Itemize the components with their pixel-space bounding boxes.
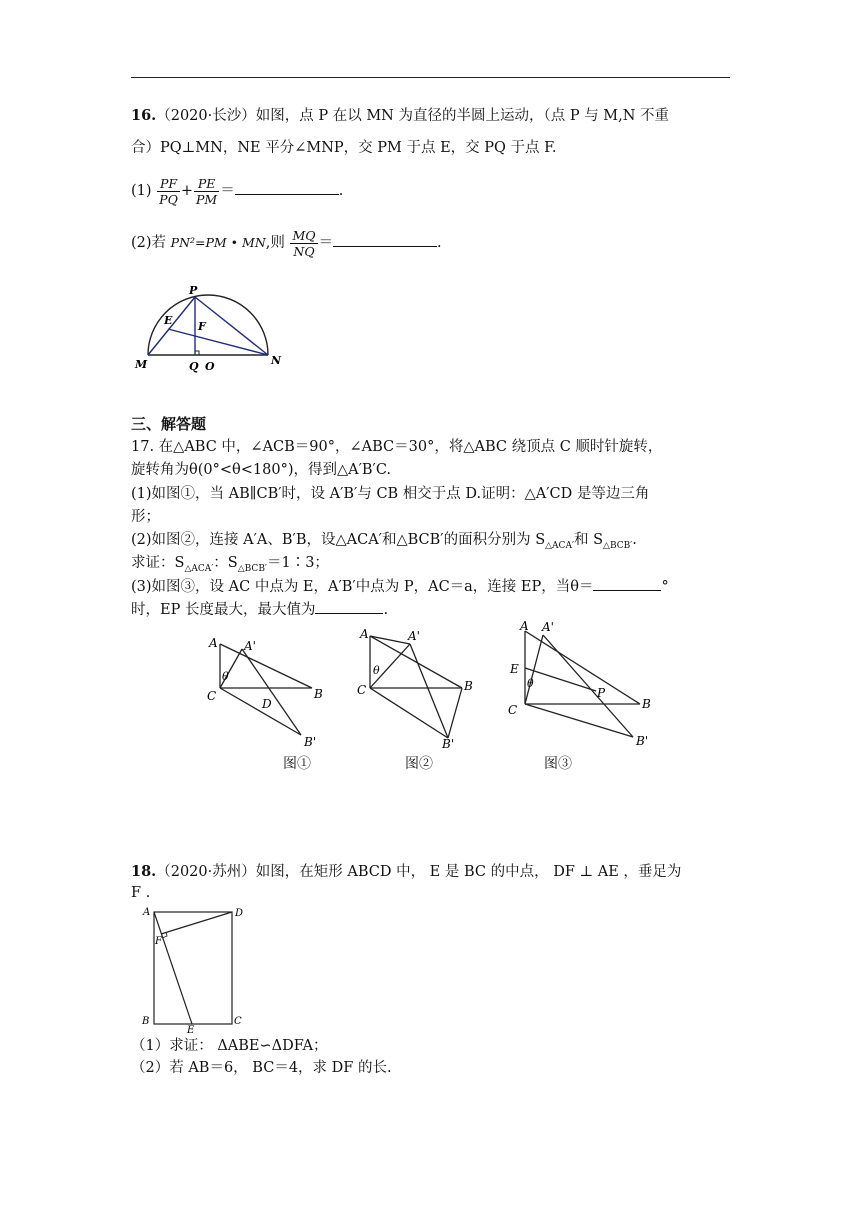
- label-b-prime: B': [636, 734, 649, 748]
- q16-condition: PN²=PM • MN: [170, 235, 266, 250]
- q17-line6: [131, 553, 329, 579]
- period: .: [383, 602, 389, 618]
- frac-numerator: PF: [157, 176, 180, 192]
- q16-part2-label: (2)若: [131, 235, 167, 251]
- label-p: P: [597, 686, 606, 700]
- label-b: B: [142, 1016, 150, 1027]
- q16-line2: 合）PQ⊥MN，NE 平分∠MNP，交 PM 于点 E，交 PQ 于点 F.: [131, 140, 557, 156]
- q16-frac-mq-nq: [290, 228, 317, 259]
- label-theta: θ: [373, 664, 380, 677]
- label-a-prime: A': [542, 620, 554, 634]
- q16-line1: [131, 106, 669, 126]
- label-b: B: [464, 679, 473, 693]
- frac-numerator: MQ: [292, 227, 316, 243]
- subscript: △ACA′: [545, 540, 574, 551]
- header-rule: [131, 77, 730, 78]
- answer-blank: [315, 599, 383, 614]
- answer-blank: [235, 180, 339, 195]
- label-n: N: [271, 354, 282, 367]
- equals-sign: ＝: [220, 183, 235, 199]
- answer-blank: [333, 232, 437, 247]
- label-a: A: [520, 619, 529, 633]
- q18-part2: （2）若 AB＝6， BC＝4，求 DF 的长.: [131, 1060, 392, 1076]
- segment-ae: [154, 912, 192, 1024]
- q18-part1: （1）求证： ΔABE∽ΔDFA；: [131, 1038, 328, 1054]
- q16-number: 16.: [131, 107, 157, 124]
- q16-frac-pe-pm: [194, 176, 219, 207]
- q17-line8-text: 时，EP 长度最大，最大值为: [131, 602, 316, 618]
- segment-pn: [195, 297, 268, 355]
- label-c: C: [207, 689, 217, 703]
- q17-figure-2: [350, 620, 480, 750]
- q17-line7-text: (3)如图③，设 AC 中点为 E，A′B′中点为 P，AC＝a，连接 EP，当θ＝: [131, 579, 594, 595]
- q18-number: 18.: [131, 863, 157, 880]
- q17-line1: 17. 在△ABC 中，∠ACB＝90°，∠ABC＝30°，将△ABC 绕顶点 C 顺时针旋转，: [131, 439, 663, 455]
- label-theta: θ: [222, 670, 229, 683]
- label-c: C: [508, 703, 518, 717]
- q17-line5-text: (2)如图②，连接 A′A、B′B，设△ACA′和△BCB′的面积分别为 S: [131, 532, 546, 548]
- period: .: [632, 532, 637, 548]
- q16-frac-pf-pq: [157, 176, 180, 207]
- plus-sign: +: [180, 183, 193, 199]
- q16-part2: [131, 226, 442, 260]
- frac-numerator: PE: [194, 176, 219, 192]
- label-f: F: [198, 320, 206, 333]
- q17-line6-text: 求证：S: [131, 555, 185, 571]
- rectangle-abcd: [154, 912, 232, 1024]
- label-c: C: [234, 1016, 242, 1027]
- q17-line6-text: ：S: [213, 555, 238, 571]
- label-a: A: [143, 907, 151, 918]
- q18-rectangle-figure: [138, 902, 250, 1034]
- subscript: △BCB′: [237, 563, 267, 574]
- period: .: [437, 235, 442, 251]
- q17-line6-text: ＝1∶3；: [266, 555, 329, 571]
- label-e: E: [187, 1025, 195, 1034]
- q17-figure-3: [500, 615, 660, 750]
- label-b: B: [314, 687, 323, 701]
- subscript: △ACA′: [184, 563, 214, 574]
- label-q: Q: [189, 360, 199, 373]
- label-d: D: [235, 908, 244, 919]
- frac-denominator: NQ: [293, 243, 315, 259]
- q17-line5: [131, 530, 637, 556]
- label-p: P: [189, 284, 198, 297]
- label-m: M: [135, 358, 148, 371]
- label-a-prime: A': [408, 629, 420, 643]
- segment-ne: [168, 329, 268, 355]
- q16-text-1: （2020·长沙）如图，点 P 在以 MN 为直径的半圆上运动，（点 P 与 M,N 不重: [156, 108, 670, 124]
- label-e: E: [510, 662, 519, 676]
- label-a: A: [209, 636, 218, 650]
- q16-then: ,则: [265, 235, 285, 251]
- answer-blank: [593, 576, 661, 591]
- frac-denominator: PQ: [159, 191, 178, 207]
- caption-fig-2: 图②: [405, 756, 433, 772]
- frac-denominator: PM: [195, 191, 218, 207]
- q16-part1-label: (1): [131, 183, 152, 199]
- degree-sign: °: [661, 579, 669, 595]
- label-a-prime: A': [244, 639, 256, 653]
- label-theta: θ: [527, 677, 534, 690]
- q16-part1: [131, 174, 343, 208]
- q16-semicircle-figure: [130, 280, 290, 380]
- segment-df: [161, 912, 232, 934]
- caption-fig-3: 图③: [544, 756, 572, 772]
- label-o: O: [205, 360, 215, 373]
- q17-line3: (1)如图①，当 AB∥CB′时，设 A′B′与 CB 相交于点 D.证明：△A′CD 是等边三角: [131, 486, 650, 502]
- period: .: [338, 183, 344, 199]
- equals-sign: ＝: [318, 235, 334, 251]
- label-c: C: [357, 683, 367, 697]
- q17-line8: [131, 599, 388, 620]
- label-b-prime: B': [304, 735, 317, 749]
- q17-line4: 形；: [131, 509, 160, 525]
- q17-line7: [131, 576, 669, 597]
- q18-line2: F .: [131, 885, 151, 901]
- q17-line5-text: 和 S: [574, 532, 604, 548]
- subscript: △BCB′: [603, 540, 633, 551]
- section-title: 三、解答题: [131, 415, 207, 433]
- label-a: A: [360, 627, 369, 641]
- q17-figure-1: [200, 632, 330, 752]
- q18-text-1: （2020·苏州）如图，在矩形 ABCD 中， E 是 BC 的中点， DF ⊥ AE ，垂足为: [156, 864, 682, 880]
- label-b: B: [642, 697, 651, 711]
- q18-line1: [131, 862, 681, 882]
- label-b-prime: B': [442, 737, 455, 750]
- label-d: D: [262, 697, 272, 711]
- label-e: E: [164, 314, 173, 327]
- caption-fig-1: 图①: [283, 756, 311, 772]
- q17-line2: 旋转角为θ(0°<θ<180°)，得到△A′B′C.: [131, 462, 392, 478]
- label-f: F: [155, 936, 162, 947]
